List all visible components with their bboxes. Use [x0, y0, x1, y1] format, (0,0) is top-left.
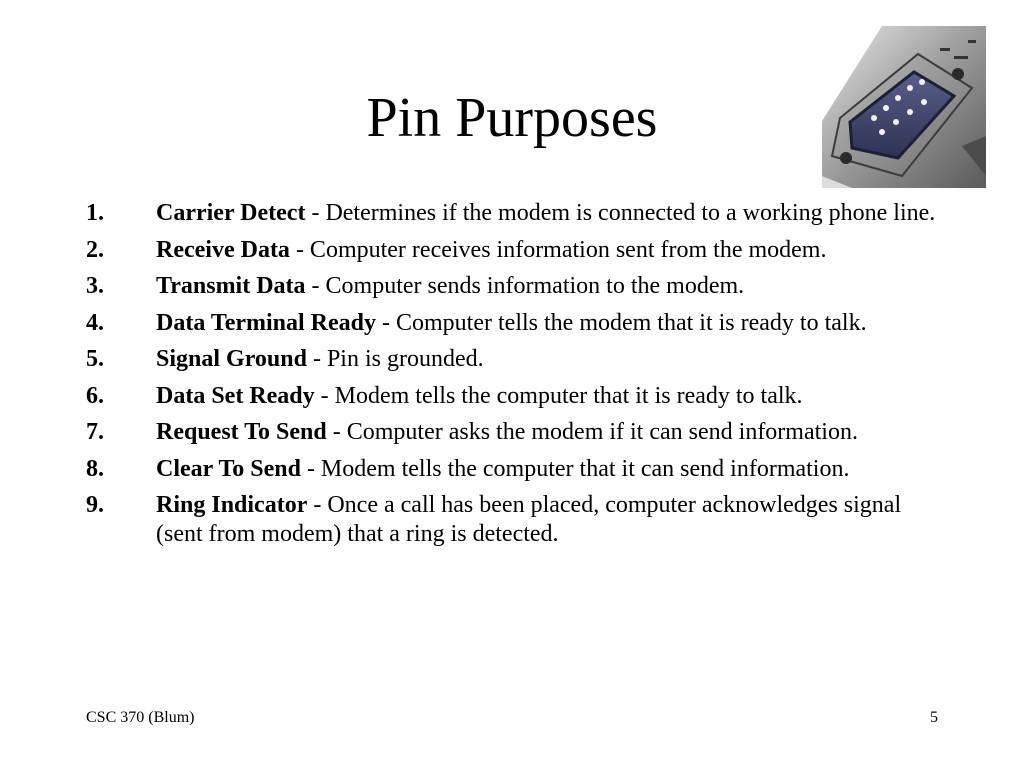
- pin-name: Carrier Detect: [156, 200, 306, 226]
- pin-description: - Computer receives information sent from the modem.: [289, 236, 827, 263]
- list-item: [86, 491, 936, 548]
- list-item-number: 9.: [86, 492, 104, 518]
- serial-port-connector-photo: [822, 26, 986, 188]
- list-item-number: 6.: [86, 382, 104, 409]
- pin-purposes-list: [86, 199, 936, 556]
- list-item: [86, 236, 936, 265]
- list-item: [86, 345, 936, 374]
- pin-name: Ring Indicator: [156, 492, 308, 518]
- pin-description: - Computer asks the modem if it can send information.: [326, 419, 858, 445]
- footer-page-number: 5: [930, 709, 938, 726]
- list-item: [86, 199, 936, 228]
- list-item: [86, 455, 936, 484]
- list-item-number: 1.: [86, 200, 104, 226]
- pin-name: Data Set Ready: [156, 382, 315, 409]
- list-item-number: 4.: [86, 309, 104, 336]
- list-item-number: 2.: [86, 236, 104, 263]
- pin-description: - Computer sends information to the modem.: [305, 273, 745, 299]
- pin-name: Data Terminal Ready: [156, 309, 377, 336]
- list-item: [86, 272, 936, 301]
- list-item-number: 3.: [86, 273, 104, 299]
- pin-name: Request To Send: [156, 419, 327, 445]
- pin-description: - Once a call has been placed, computer acknowledges signal (sent from modem) that a ring is detected.: [156, 492, 902, 547]
- pin-description: - Determines if the modem is connected to a working phone line.: [305, 200, 936, 226]
- list-item: [86, 418, 936, 447]
- pin-description: - Modem tells the computer that it is ready to talk.: [314, 382, 803, 409]
- slide-title: Pin Purposes: [366, 87, 658, 149]
- list-item: [86, 309, 936, 338]
- pin-name: Signal Ground: [156, 346, 307, 372]
- pin-name: Clear To Send: [156, 455, 301, 482]
- pin-description: - Modem tells the computer that it can send information.: [300, 455, 850, 482]
- pin-name: Transmit Data: [156, 273, 306, 299]
- pin-name: Receive Data: [156, 236, 290, 263]
- list-item-number: 7.: [86, 419, 104, 445]
- list-item-number: 5.: [86, 346, 104, 372]
- list-item-number: 8.: [86, 455, 104, 482]
- pin-description: - Computer tells the modem that it is ready to talk.: [376, 309, 867, 336]
- pin-description: - Pin is grounded.: [306, 346, 484, 372]
- list-item: [86, 382, 936, 411]
- footer-course-label: CSC 370 (Blum): [86, 709, 195, 726]
